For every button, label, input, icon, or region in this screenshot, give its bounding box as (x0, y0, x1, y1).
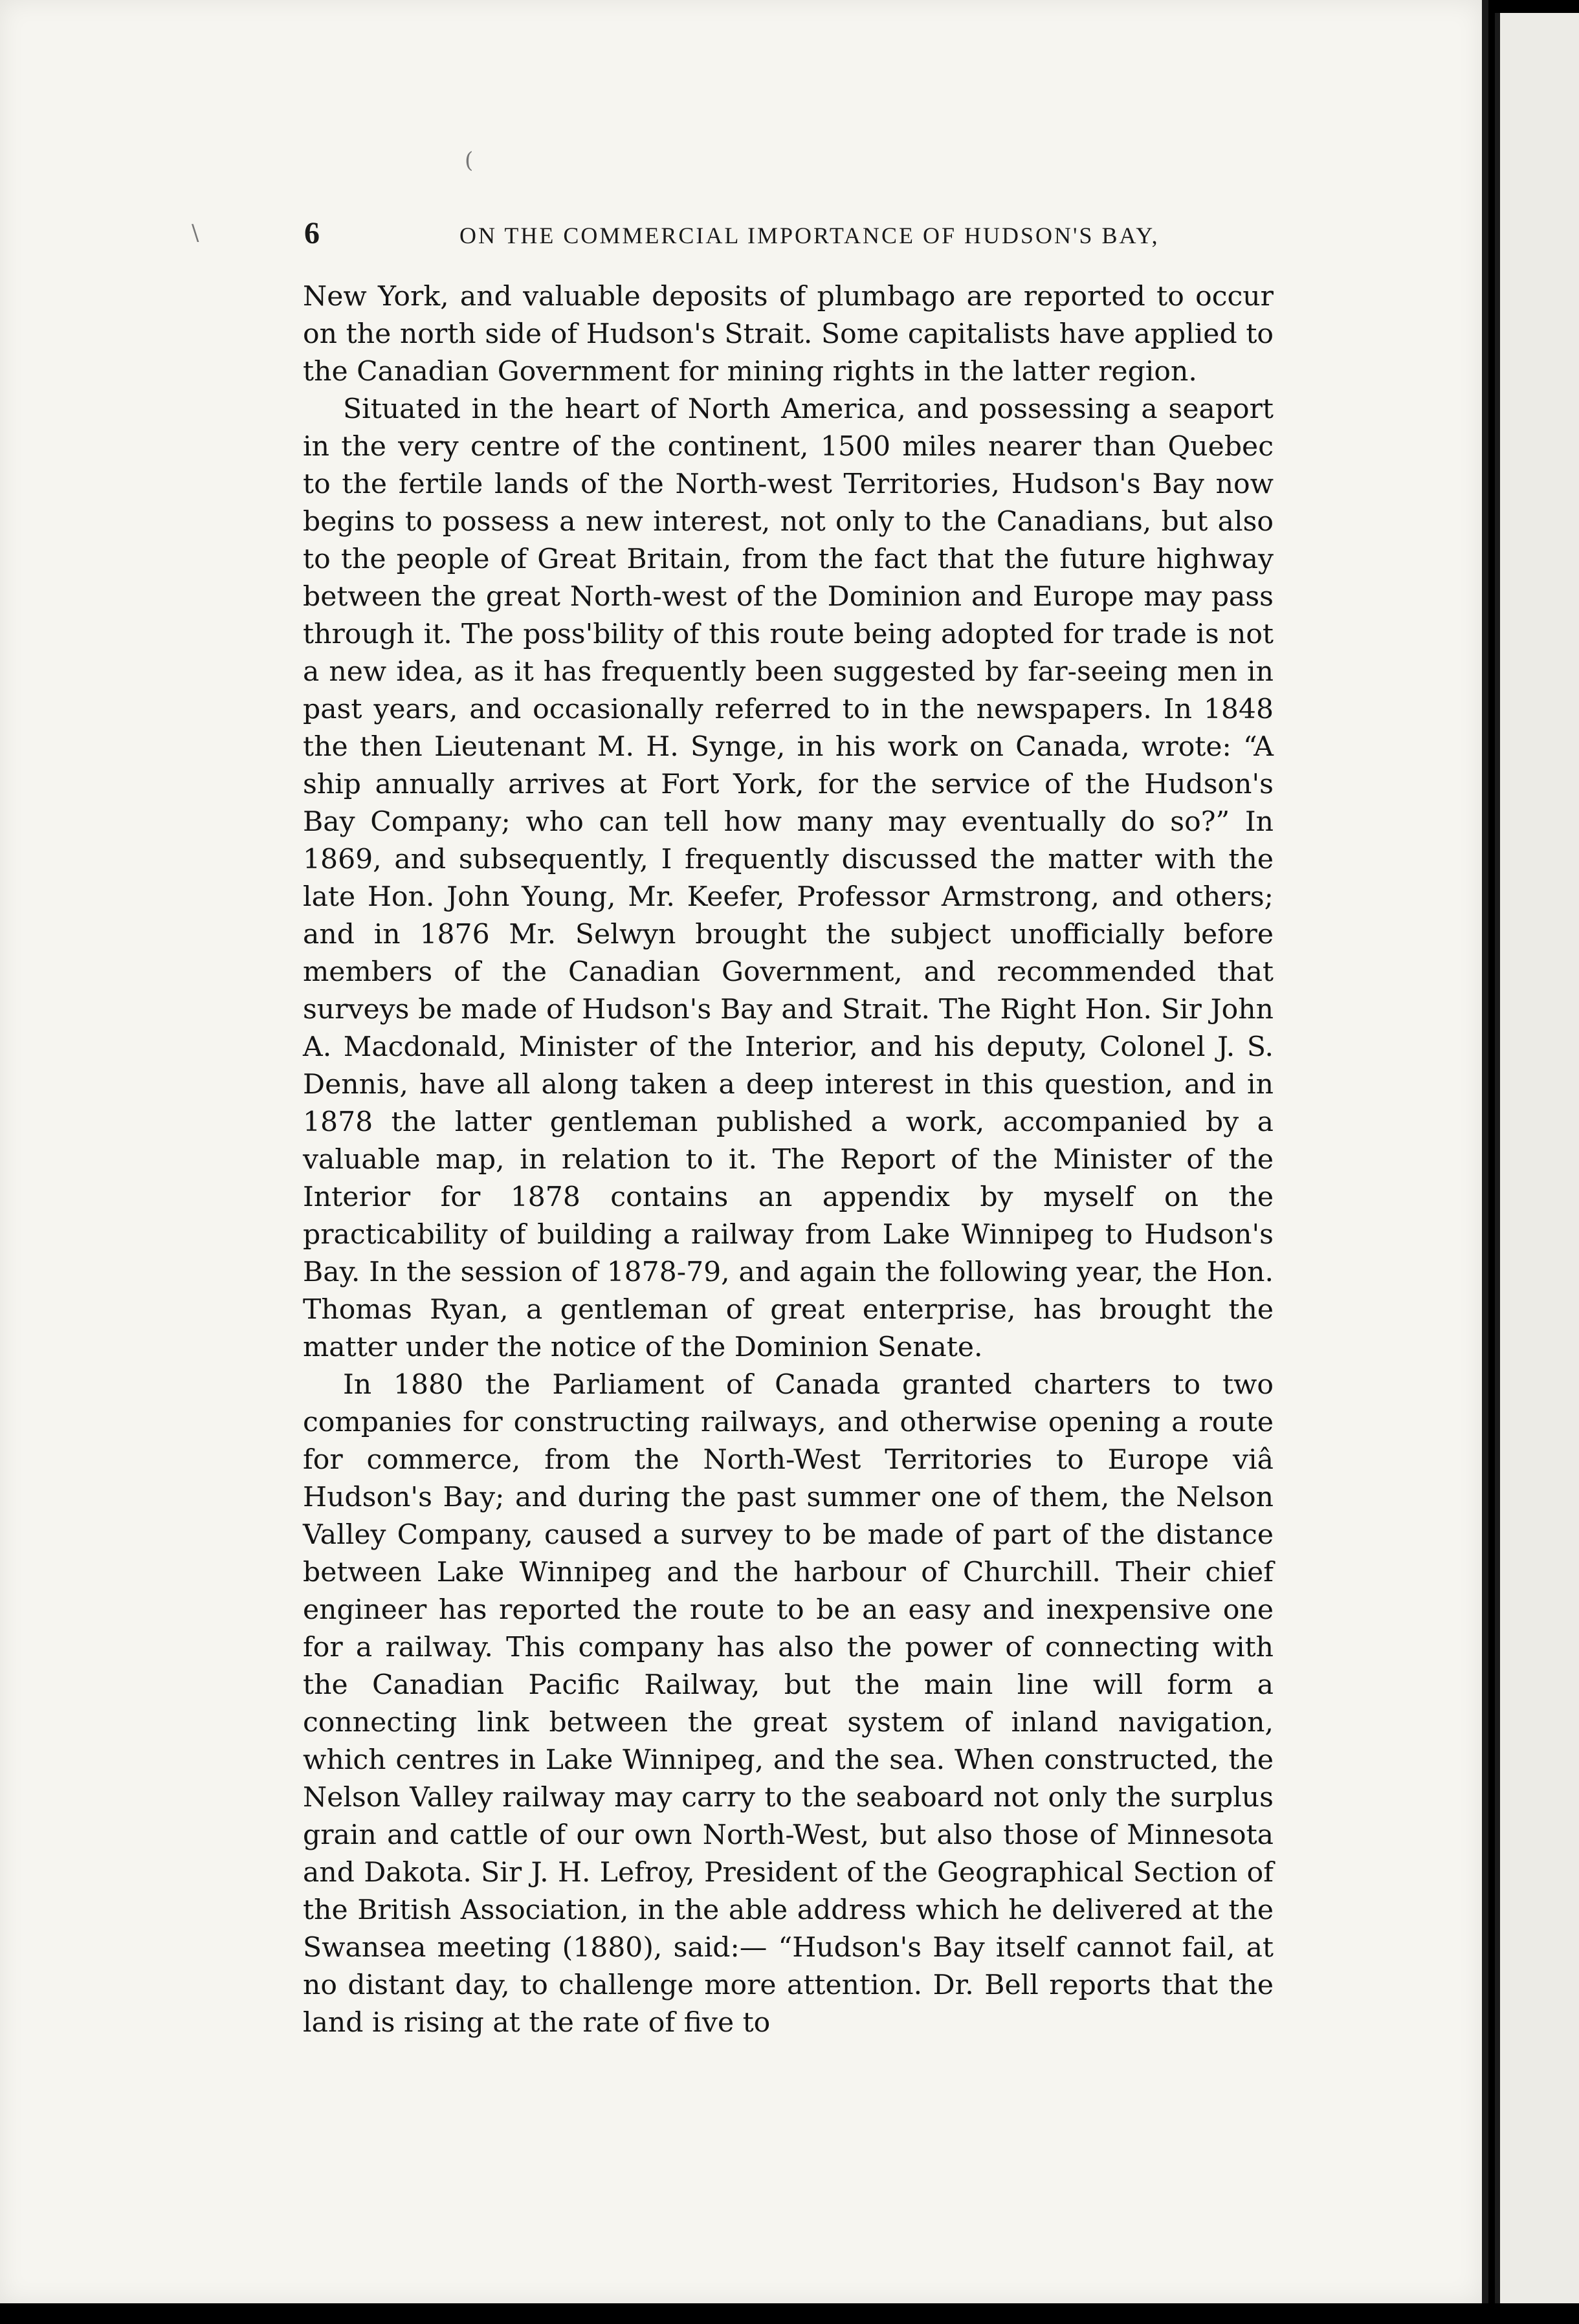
paragraph-3: In 1880 the Parliament of Canada granted charters to two companies for constructing railways, and otherwise opening a route for commerce, from the North-West Territories to Europe viâ Hudson's Bay; and during the past summer one of them, the Nelson Valley Company, caused a survey to be made of part of the distance between Lake Winnipeg and the harbour of Churchill. Their chief engineer has reported the route to be an easy and inexpensive one for a railway. This company has also the power of connecting with the Canadian Pacific Railway, but the main line will form a connecting link between the great system of inland navigation, which centres in Lake Winnipeg, and the sea. When constructed, the Nelson Valley railway may carry to the seaboard not only the surplus grain and cattle of our own North-West, but also those of Minnesota and Dakota. Sir J. H. Lefroy, President of the Geographical Section of the British Association, in the able address which he delivered at the Swansea meeting (1880), said:— “Hudson's Bay itself cannot fail, at no distant day, to challenge more attention. Dr. Bell reports that the land is rising at the rate of five to (303, 1369, 1274, 2039)
paragraph-2: Situated in the heart of North America, and possessing a seaport in the very centre of the continent, 1500 miles nearer than Quebec to the fertile lands of the North-west Territories, Hudson's Bay now begins to possess a new interest, not only to the Canadians, but also to the people of Great Britain, from the fact that the future highway between the great North-west of the Dominion and Europe may pass through it. The poss'bility of this route being adopted for trade is not a new idea, as it has frequently been suggested by far-seeing men in past years, and occasionally referred to in the newspapers. In 1848 the then Lieutenant M. H. Synge, in his work on Canada, wrote: “A ship annually arrives at Fort York, for the service of the Hudson's Bay Company; who can tell how many may eventually do so?” In 1869, and subsequently, I frequently discussed the matter with the late Hon. John Young, Mr. Keefer, Professor Armstrong, and others; and in 1876 Mr. Selwyn brought the subject unofficially before members of the Canadian Government, and recommended that surveys be made of Hudson's Bay and Strait. The Right Hon. Sir John A. Macdonald, Minister of the Interior, and his deputy, Colonel J. S. Dennis, have all along taken a deep interest in this question, and in 1878 the latter gentleman published a work, accompanied by a valuable map, in relation to it. The Report of the Minister of the Interior for 1878 contains an appendix by myself on the practicability of building a railway from Lake Winnipeg to Hudson's Bay. In the session of 1878-79, and again the following year, the Hon. Thomas Ryan, a gentleman of great enterprise, has brought the matter under the notice of the Dominion Senate. (303, 393, 1274, 1363)
adjacent-page-edge (1495, 13, 1579, 2303)
running-header (304, 210, 1268, 269)
scan-speck: ( (465, 148, 474, 173)
paragraph-1: New York, and valuable deposits of plumbago are reported to occur on the north side of Hudson's Strait. Some capitalists have applied to the Canadian Government for mining rights in the latter region. (303, 281, 1274, 388)
page-number: 6 (304, 216, 320, 250)
body-text (303, 278, 1274, 2042)
scan-speck: \ (192, 220, 199, 246)
running-title: ON THE COMMERCIAL IMPORTANCE OF HUDSON'S BAY, (459, 223, 1160, 248)
